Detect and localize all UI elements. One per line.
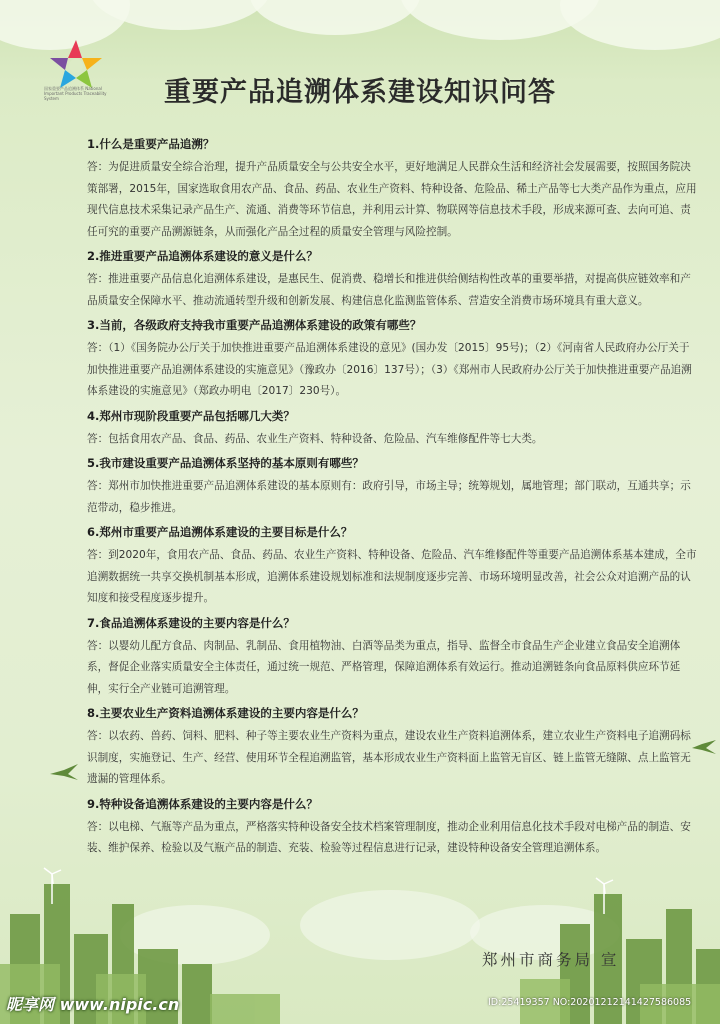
answer: 答：包括食用农产品、食品、药品、农业生产资料、特种设备、危险品、汽车维修配件等七大类。 — [87, 432, 543, 445]
question: 6.郑州市重要产品追溯体系建设的主要目标是什么？ — [87, 525, 353, 539]
question: 9.特种设备追溯体系建设的主要内容是什么？ — [87, 796, 318, 811]
watermark-id: ID:25419357 NO:20201212141427586085 — [488, 997, 692, 1008]
answer: 答：推进重要产品信息化追溯体系建设，是惠民生、促消费、稳增长和推进供给侧结构性改革的重要举措，对提高供应链效率和产品质量安全保障水平、推动流通转型升级和创新发展、构建信息化监测监管体系、营造安全消费市场环境具有重大意义。 — [87, 273, 691, 307]
answer: 答：（1）《国务院办公厅关于加快推进重要产品追溯体系建设的意见》(国办发〔2015〕95号)；（2）《河南省人民政府办公厅关于加快推进重要产品追溯体系建设的实施意见》（豫政办〔2016〕137号）；（3）《郑州市人民政府办公厅关于加快推进重要产品追溯体系建设的实施意见》（郑政办明电〔2017〕230号）。 — [87, 342, 692, 397]
qa-item — [87, 248, 697, 312]
qa-item — [87, 615, 697, 701]
qa-item — [87, 136, 697, 243]
page-title: 重要产品追溯体系建设知识问答 — [164, 77, 556, 108]
question: 1.什么是重要产品追溯？ — [87, 137, 215, 151]
answer: 答：以农药、兽药、饲料、肥料、种子等主要农业生产资料为重点，建设农业生产资料追溯体系，建立农业生产资料电子追溯码标识制度，实施登记、生产、经营、使用环节全程追溯监管，基本形成农业生产资料面上监管无盲区、链上监管无缝隙、点上监管无遗漏的管理体系。 — [87, 730, 691, 785]
answer: 答：到2020年，食用农产品、食品、药品、农业生产资料、特种设备、危险品、汽车维修配件等重要产品追溯体系基本建成，全市追溯数据统一共享交换机制基本形成，追溯体系建设规划标准和法规制度逐步完善、市场环境明显改善，社会公众对追溯产品的认知度和接受程度逐步提升。 — [87, 549, 697, 604]
question: 3.当前，各级政府支持我市重要产品追溯体系建设的政策有哪些？ — [87, 318, 422, 332]
bird-icon — [690, 738, 718, 756]
question: 4.郑州市现阶段重要产品包括哪几大类？ — [87, 408, 295, 423]
answer: 答：以婴幼儿配方食品、肉制品、乳制品、食用植物油、白酒等品类为重点，指导、监督全市食品生产企业建立食品安全追溯体系，督促企业落实质量安全主体责任，通过统一规范、严格管理，保障追溯体系有效运行。推动追溯链条向食品原料供应环节延伸，实行全产业链可追溯管理。 — [87, 639, 681, 695]
qa-item — [87, 317, 697, 403]
qa-list — [87, 136, 697, 865]
signature: 郑州市商务局 宣 — [482, 951, 620, 969]
qa-item — [87, 524, 697, 610]
question: 2.推进重要产品追溯体系建设的意义是什么？ — [87, 249, 318, 263]
qa-item — [87, 705, 697, 791]
answer: 答：为促进质量安全综合治理，提升产品质量安全与公共安全水平，更好地满足人民群众生活和经济社会发展需要，按照国务院决策部署，2015年，国家选取食用农产品、食品、药品、农业生产资料、特种设备、危险品、稀土产品等七大类产品作为重点，应用现代信息技术采集记录产品生产、流通、消费等环节信息，并利用云计算、物联网等信息技术手段，形成来源可查、去向可追、责任可究的重要产品溯源链条，从而强化产品全过程的质量安全管理与风险控制。 — [87, 161, 697, 238]
answer: 答：以电梯、气瓶等产品为重点，严格落实特种设备安全技术档案管理制度，推动企业利用信息化技术手段对电梯产品的制造、安装、维护保养、检验以及气瓶产品的制造、充装、检验等过程信息进行记录，建设特种设备安全管理追溯体系。 — [87, 820, 691, 854]
question: 5.我市建设重要产品追溯体系坚持的基本原则有哪些？ — [87, 456, 364, 470]
bird-icon — [48, 762, 82, 782]
qa-item — [87, 796, 697, 860]
question: 8.主要农业生产资料追溯体系建设的主要内容是什么？ — [87, 706, 364, 720]
logo-caption: 国家重要产品追溯体系 National Important Products Traceability System — [44, 86, 107, 101]
qa-item — [87, 408, 697, 451]
qa-item — [87, 455, 697, 519]
watermark-site: 昵享网 www.nipic.cn — [6, 995, 180, 1014]
question: 7.食品追溯体系建设的主要内容是什么？ — [87, 615, 295, 630]
answer: 答：郑州市加快推进重要产品追溯体系建设的基本原则有：政府引导，市场主导；统筹规划，属地管理；部门联动，互通共享；示范带动，稳步推进。 — [87, 480, 691, 514]
